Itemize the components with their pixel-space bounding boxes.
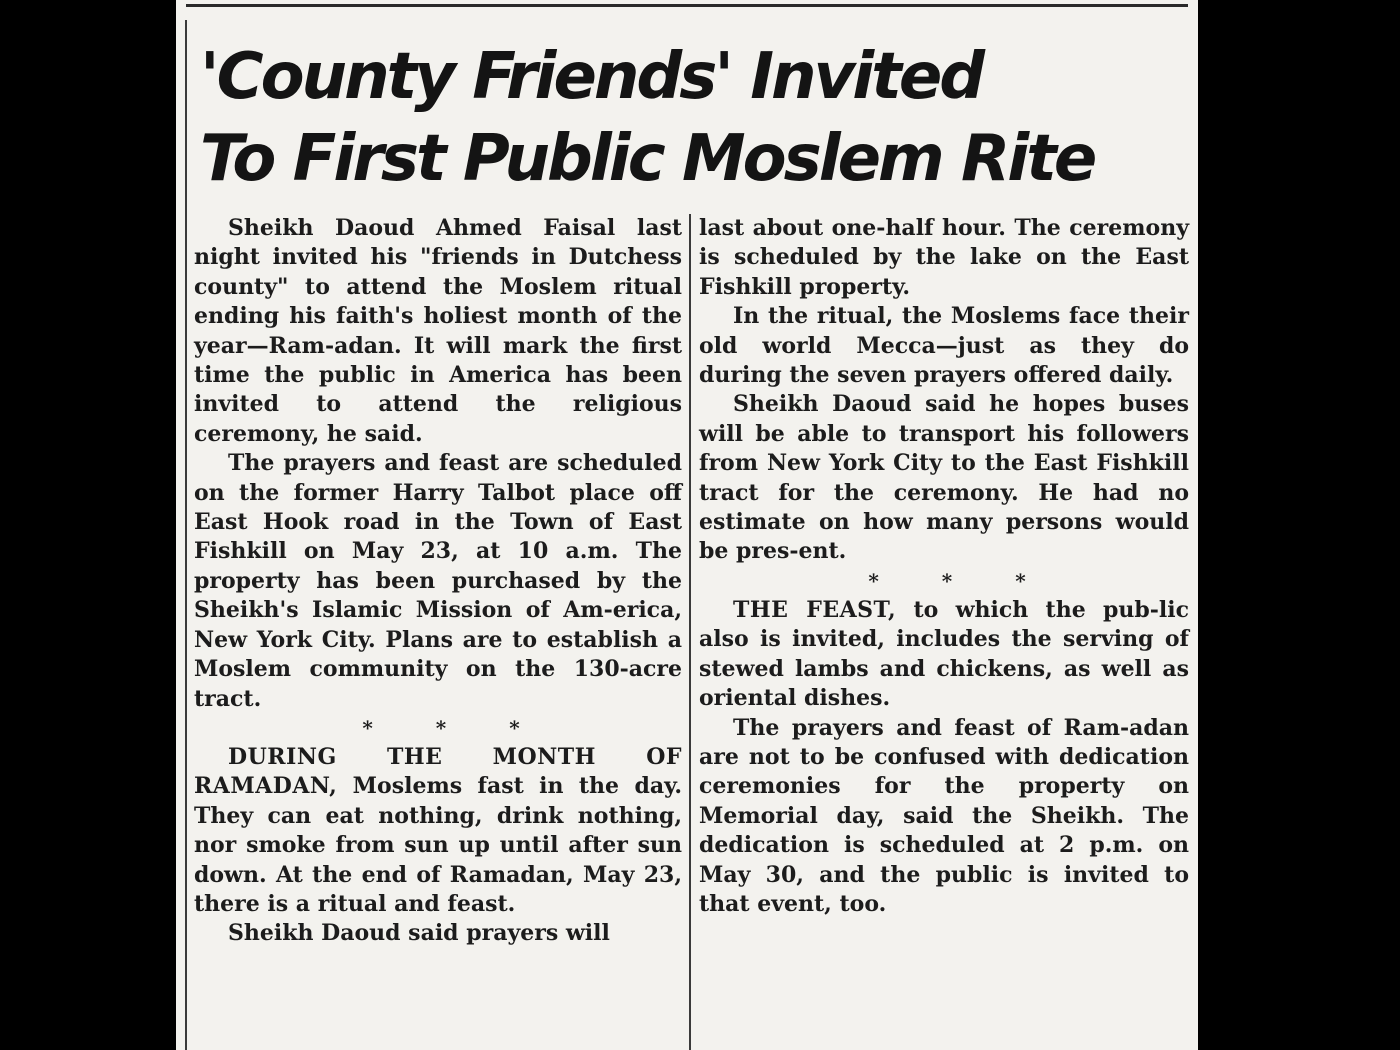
headline	[200, 36, 1190, 200]
left-separator: * * *	[362, 715, 548, 740]
right-paragraph-3: Sheikh Daoud said he hopes buses will be able to transport his followers from New York City to the East Fishkill tract for the ceremony. He had no estimate on how many persons would be pres-ent.	[699, 391, 1189, 565]
left-paragraph-3	[194, 743, 682, 919]
left-border-rule	[185, 20, 187, 1050]
left-column	[194, 214, 682, 949]
right-column	[699, 214, 1189, 919]
left-paragraph-3-lead: DURING THE MONTH OF RAMADAN,	[194, 743, 682, 800]
left-paragraph-4: Sheikh Daoud said prayers will	[228, 920, 610, 947]
right-paragraph-1: last about one-half hour. The ceremony is scheduled by the lake on the East Fishkill property.	[699, 215, 1189, 300]
newspaper-clipping	[176, 0, 1198, 1050]
right-paragraph-5: The prayers and feast of Ram-adan are not to be confused with dedication ceremonies for the property on Memorial day, said the Sheikh. The dedication is scheduled at 2 p.m. on May 30, and the public is invited to that event, too.	[699, 714, 1189, 917]
column-divider	[689, 214, 691, 1050]
left-paragraph-3-body: Moslems fast in the day. They can eat nothing, drink nothing, nor smoke from sun up until after sun down. At the end of Ramadan, May 23, there is a ritual and feast.	[194, 773, 682, 917]
right-paragraph-4-lead: THE FEAST,	[733, 596, 897, 623]
top-rule	[186, 4, 1188, 7]
headline-line-1: 'County Friends' Invited	[200, 40, 983, 114]
right-paragraph-4-body: to which the pub-lic also is invited, includes the serving of stewed lambs and chickens, as well as oriental dishes.	[699, 596, 1189, 712]
left-paragraph-1: Sheikh Daoud Ahmed Faisal last night invited his "friends in Dutchess county" to attend the Moslem ritual ending his faith's holiest month of the year—Ram-adan. It will mark the first time the public in America has been invited to attend the religious ceremony, he said.	[194, 215, 682, 447]
headline-line-2: To First Public Moslem Rite	[200, 122, 1095, 196]
right-paragraph-4	[699, 596, 1189, 714]
left-paragraph-2: The prayers and feast are scheduled on the former Harry Talbot place off East Hook road in the Town of East Fishkill on May 23, at 10 a.m. The property has been purchased by the Sheikh's Islamic Mission of Am-erica, New York City. Plans are to establish a Moslem community on the 130-acre tract.	[194, 450, 682, 712]
right-separator: * * *	[868, 568, 1054, 593]
right-paragraph-2: In the ritual, the Moslems face their old world Mecca—just as they do during the seven prayers offered daily.	[699, 303, 1189, 389]
